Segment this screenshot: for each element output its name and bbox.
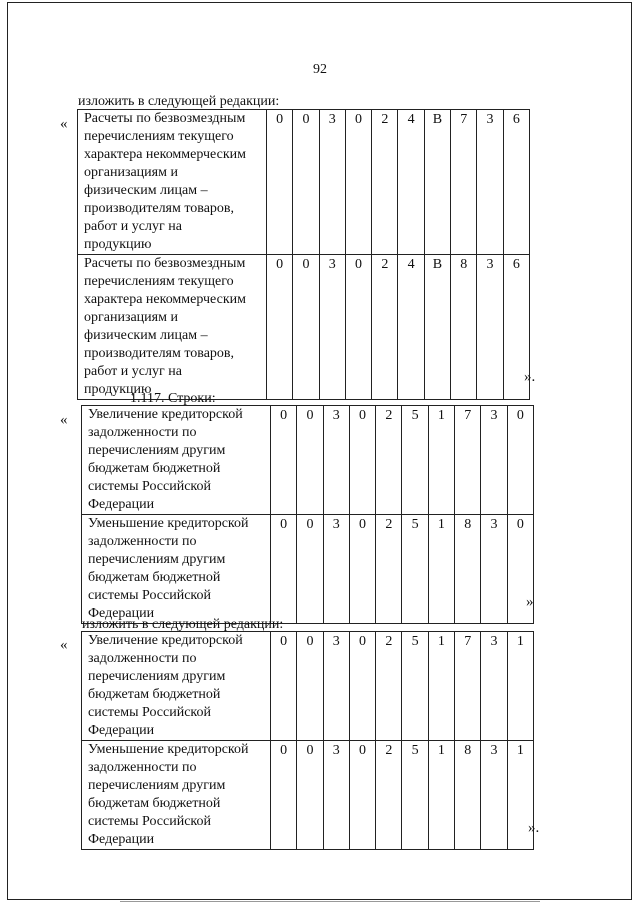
code-digit: 2 bbox=[372, 255, 398, 400]
code-digit: 3 bbox=[323, 632, 349, 741]
code-digit: 1 bbox=[428, 741, 454, 850]
code-digit: 0 bbox=[297, 406, 323, 515]
code-table bbox=[81, 631, 534, 850]
code-digit: 3 bbox=[477, 110, 503, 255]
table-row bbox=[82, 515, 534, 624]
code-digit: 0 bbox=[293, 110, 319, 255]
code-digit: 6 bbox=[503, 255, 529, 400]
close-quote: ». bbox=[528, 820, 540, 836]
code-digit: 2 bbox=[376, 632, 402, 741]
table-row bbox=[78, 255, 530, 400]
code-digit: 6 bbox=[503, 110, 529, 255]
page-number: 92 bbox=[313, 62, 327, 77]
section-heading: изложить в следующей редакции: bbox=[82, 617, 284, 632]
code-digit: 0 bbox=[349, 632, 375, 741]
code-digit: 7 bbox=[455, 406, 481, 515]
row-description: Уменьшение кредиторской задолженности по перечислениям другим бюджетам бюджетной системы Российской Федерации bbox=[82, 741, 271, 850]
open-quote: « bbox=[60, 412, 68, 428]
code-digit: 0 bbox=[507, 406, 533, 515]
code-digit: 4 bbox=[398, 110, 424, 255]
code-table bbox=[77, 109, 530, 400]
code-digit: 3 bbox=[477, 255, 503, 400]
code-table bbox=[81, 405, 534, 624]
code-digit: 3 bbox=[323, 406, 349, 515]
code-digit: 5 bbox=[402, 406, 428, 515]
code-digit: 0 bbox=[297, 741, 323, 850]
open-quote: « bbox=[60, 116, 68, 132]
code-digit: 0 bbox=[267, 110, 293, 255]
row-description: Расчеты по безвозмездным перечислениям текущего характера некоммерческим организациям и физическим лицам – производителям товаров, работ и услуг на продукцию bbox=[78, 255, 267, 400]
code-digit: 3 bbox=[323, 741, 349, 850]
code-digit: 1 bbox=[507, 741, 533, 850]
code-digit: 2 bbox=[376, 741, 402, 850]
code-digit: 0 bbox=[297, 515, 323, 624]
code-digit: 8 bbox=[455, 741, 481, 850]
code-digit: 3 bbox=[323, 515, 349, 624]
footer-rule bbox=[120, 901, 540, 902]
open-quote: « bbox=[60, 637, 68, 653]
code-digit: 7 bbox=[455, 632, 481, 741]
row-description: Увеличение кредиторской задолженности по перечислениям другим бюджетам бюджетной системы Российской Федерации bbox=[82, 632, 271, 741]
code-digit: В bbox=[424, 255, 450, 400]
table-row bbox=[82, 406, 534, 515]
code-digit: 3 bbox=[481, 741, 507, 850]
row-description: Уменьшение кредиторской задолженности по перечислениям другим бюджетам бюджетной системы Российской Федерации bbox=[82, 515, 271, 624]
code-digit: 3 bbox=[481, 515, 507, 624]
code-digit: 0 bbox=[349, 741, 375, 850]
code-digit: 5 bbox=[402, 632, 428, 741]
code-digit: 4 bbox=[398, 255, 424, 400]
code-digit: 8 bbox=[451, 255, 477, 400]
code-digit: 5 bbox=[402, 515, 428, 624]
code-digit: 0 bbox=[271, 741, 297, 850]
code-digit: 0 bbox=[349, 406, 375, 515]
code-digit: 0 bbox=[507, 515, 533, 624]
code-digit: 1 bbox=[428, 515, 454, 624]
code-digit: 7 bbox=[451, 110, 477, 255]
code-digit: 0 bbox=[345, 255, 371, 400]
code-digit: 2 bbox=[376, 515, 402, 624]
close-quote: ». bbox=[524, 369, 536, 385]
code-digit: 0 bbox=[271, 515, 297, 624]
code-digit: 0 bbox=[267, 255, 293, 400]
table-row bbox=[78, 110, 530, 255]
code-digit: 2 bbox=[376, 406, 402, 515]
table-row bbox=[82, 741, 534, 850]
table-row bbox=[82, 632, 534, 741]
code-digit: 1 bbox=[507, 632, 533, 741]
code-digit: 8 bbox=[455, 515, 481, 624]
close-quote: » bbox=[526, 594, 534, 610]
code-digit: 3 bbox=[481, 632, 507, 741]
code-digit: 3 bbox=[481, 406, 507, 515]
code-digit: В bbox=[424, 110, 450, 255]
code-digit: 0 bbox=[297, 632, 323, 741]
code-digit: 1 bbox=[428, 632, 454, 741]
row-description: Расчеты по безвозмездным перечислениям текущего характера некоммерческим организациям и физическим лицам – производителям товаров, работ и услуг на продукцию bbox=[78, 110, 267, 255]
code-digit: 0 bbox=[349, 515, 375, 624]
section-heading: изложить в следующей редакции: bbox=[78, 94, 280, 109]
code-digit: 1 bbox=[428, 406, 454, 515]
code-digit: 0 bbox=[271, 406, 297, 515]
code-digit: 0 bbox=[345, 110, 371, 255]
section-heading: 1.117. Строки: bbox=[130, 391, 216, 406]
code-digit: 0 bbox=[271, 632, 297, 741]
row-description: Увеличение кредиторской задолженности по перечислениям другим бюджетам бюджетной системы Российской Федерации bbox=[82, 406, 271, 515]
code-digit: 3 bbox=[319, 110, 345, 255]
code-digit: 3 bbox=[319, 255, 345, 400]
code-digit: 0 bbox=[293, 255, 319, 400]
code-digit: 5 bbox=[402, 741, 428, 850]
code-digit: 2 bbox=[372, 110, 398, 255]
